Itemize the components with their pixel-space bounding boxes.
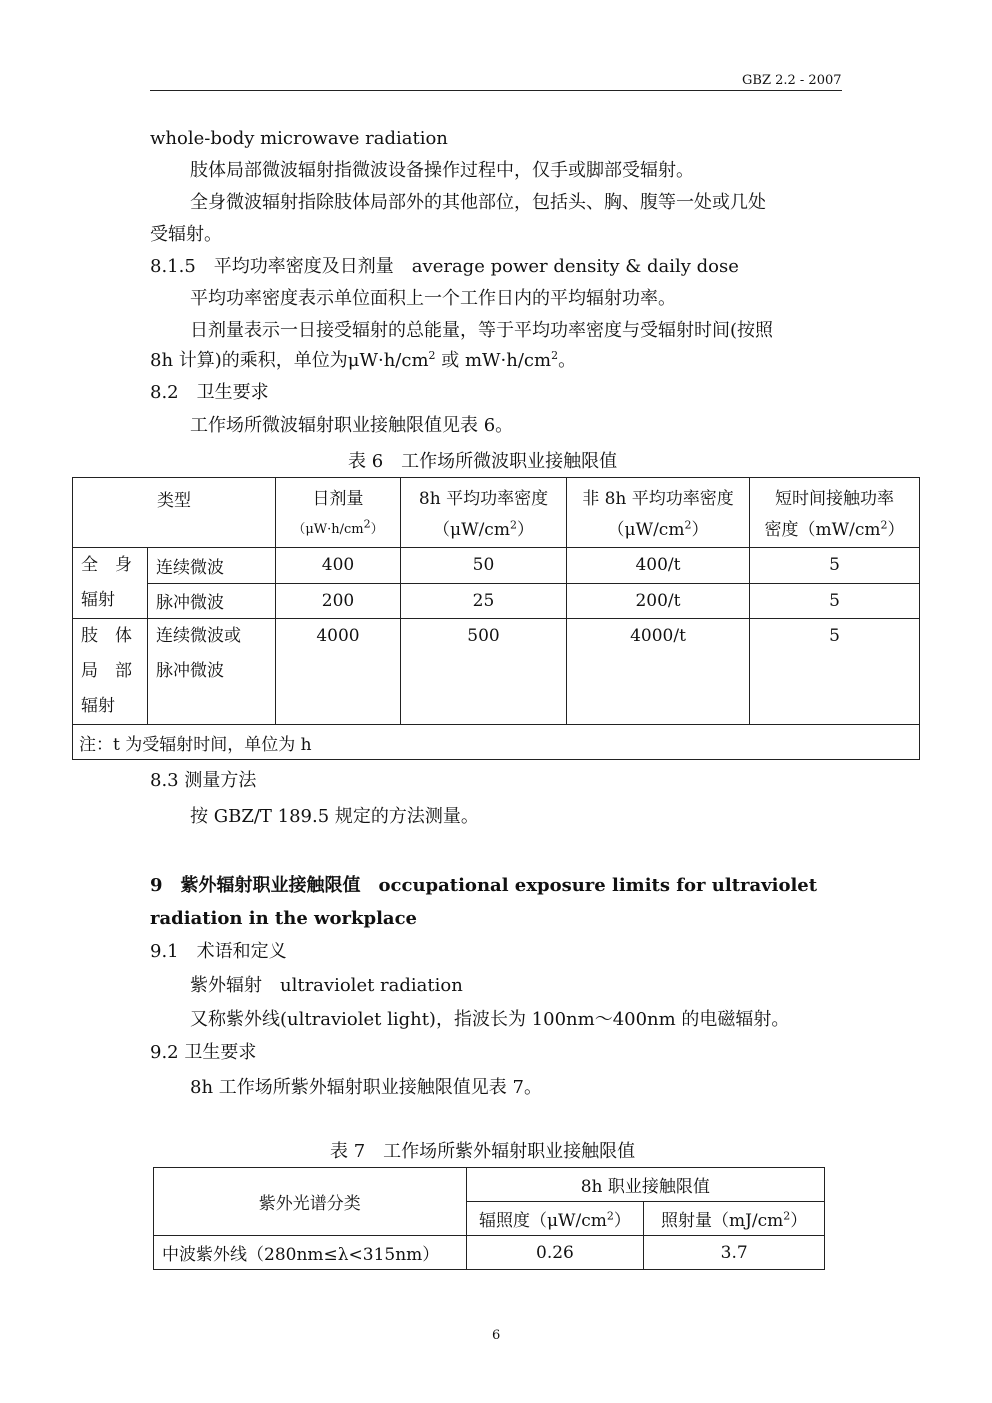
superscript: 2 — [880, 517, 888, 531]
cell: 4000/t — [567, 619, 750, 725]
col-header-non-8h-power — [567, 478, 750, 548]
text-segment: ） — [887, 519, 905, 540]
cell: 5 — [750, 583, 920, 619]
text-segment: 密度（mW/cm — [764, 519, 881, 540]
paragraph-line: 工作场所微波辐射职业接触限值见表 6。 — [190, 415, 514, 436]
group-limb-local — [73, 619, 148, 725]
text-segment: ） — [790, 1211, 808, 1231]
row-name — [148, 619, 276, 725]
section-heading-9-1: 9.1 术语和定义 — [150, 941, 287, 962]
row-name: 中波紫外线（280nm≤λ<315nm） — [154, 1236, 467, 1270]
col-header-8h-power — [401, 478, 567, 548]
table6-note: 注：t 为受辐射时间，单位为 h — [73, 725, 920, 760]
paragraph-line: 受辐射。 — [150, 224, 222, 245]
paragraph-line: 紫外辐射 ultraviolet radiation — [190, 975, 463, 996]
col-header-unit — [401, 516, 566, 544]
text-segment: （μW/cm — [607, 519, 685, 540]
col-header-line: 非 8h 平均功率密度 — [582, 488, 734, 509]
col-header-type: 类型 — [73, 478, 276, 548]
cell: 200/t — [567, 583, 750, 619]
superscript: 2 — [551, 349, 559, 362]
cell: 4000 — [276, 619, 401, 725]
text-segment: 8h 计算)的乘积，单位为μW·h/cm — [150, 350, 429, 371]
col-header-8h-limit: 8h 职业接触限值 — [466, 1168, 824, 1202]
paragraph-line — [150, 350, 576, 372]
paragraph-line: 全身微波辐射指除肢体局部外的其他部位，包括头、胸、腹等一处或几处 — [190, 192, 766, 213]
row-name-line: 连续微波或 — [156, 626, 241, 646]
group-label-line: 肢 体 — [81, 626, 132, 646]
text-segment: 。 — [558, 350, 577, 371]
cell: 0.26 — [466, 1236, 644, 1270]
section-heading-8-2: 8.2 卫生要求 — [150, 382, 269, 403]
paragraph-line: 平均功率密度表示单位面积上一个工作日内的平均辐射功率。 — [190, 288, 676, 309]
paragraph-line: 按 GBZ/T 189.5 规定的方法测量。 — [190, 806, 479, 827]
paragraph-line: 又称紫外线(ultraviolet light)，指波长为 100nm～400nm 的电磁辐射。 — [190, 1009, 790, 1030]
col-header-exposure — [644, 1202, 825, 1236]
paragraph-line: 8h 工作场所紫外辐射职业接触限值见表 7。 — [190, 1077, 542, 1098]
superscript: 2 — [783, 1209, 791, 1223]
text-segment: 辐照度（μW/cm — [478, 1211, 607, 1231]
text-segment: （μW·h/cm — [292, 521, 364, 537]
row-name: 脉冲微波 — [148, 583, 276, 619]
table7 — [153, 1167, 825, 1270]
table6 — [72, 477, 920, 760]
col-header-uv-type: 紫外光谱分类 — [154, 1168, 467, 1236]
paragraph-line: 日剂量表示一日接受辐射的总能量，等于平均功率密度与受辐射时间(按照 — [190, 320, 774, 341]
section-heading-9-2: 9.2 卫生要求 — [150, 1042, 257, 1063]
group-whole-body — [73, 548, 148, 619]
header-rule — [150, 90, 842, 91]
col-header-unit — [750, 516, 919, 544]
cell: 50 — [401, 548, 567, 584]
text-segment: （μW/cm — [433, 519, 510, 540]
col-header-irradiance — [466, 1202, 644, 1236]
text-segment: ） — [370, 521, 384, 537]
col-header-unit — [567, 516, 749, 544]
text-segment: ） — [516, 519, 534, 540]
cell: 400/t — [567, 548, 750, 584]
superscript: 2 — [606, 1209, 614, 1223]
col-header-unit — [276, 516, 400, 544]
cell: 500 — [401, 619, 567, 725]
row-name: 连续微波 — [148, 548, 276, 584]
superscript: 2 — [509, 517, 517, 531]
text-segment: ） — [613, 1211, 631, 1231]
col-header-short-term — [750, 478, 920, 548]
col-header-line: 8h 平均功率密度 — [418, 488, 549, 509]
cell: 3.7 — [644, 1236, 825, 1270]
section-heading-8-3: 8.3 测量方法 — [150, 770, 257, 791]
section-heading-9-cont: radiation in the workplace — [150, 908, 418, 929]
section-heading-8-1-5: 8.1.5 平均功率密度及日剂量 average power density & daily dose — [150, 256, 739, 277]
row-name-line: 脉冲微波 — [156, 661, 224, 681]
text-segment: ） — [691, 519, 709, 540]
superscript: 2 — [363, 517, 371, 531]
text-segment: 或 mW·h/cm — [435, 350, 552, 371]
table7-caption: 表 7 工作场所紫外辐射职业接触限值 — [330, 1141, 636, 1162]
table6-caption: 表 6 工作场所微波职业接触限值 — [348, 451, 618, 472]
text-segment: 照射量（mJ/cm — [660, 1211, 784, 1231]
superscript: 2 — [428, 349, 436, 362]
group-label-line: 辐射 — [81, 696, 115, 716]
cell: 200 — [276, 583, 401, 619]
col-header-line: 短时间接触功率 — [775, 488, 894, 509]
cell: 400 — [276, 548, 401, 584]
paragraph-line: 肢体局部微波辐射指微波设备操作过程中，仅手或脚部受辐射。 — [190, 160, 694, 181]
group-label-line: 全 身 — [81, 555, 132, 575]
section-heading-9: 9 紫外辐射职业接触限值 occupational exposure limits for ultraviolet — [150, 875, 818, 896]
page-number: 6 — [492, 1328, 501, 1343]
group-label-line: 局 部 — [81, 661, 132, 681]
paragraph-line: whole-body microwave radiation — [150, 128, 448, 149]
group-label-line: 辐射 — [81, 590, 115, 610]
col-header-daily-dose — [276, 478, 401, 548]
cell: 5 — [750, 548, 920, 584]
document-code: GBZ 2.2 - 2007 — [742, 73, 842, 88]
cell: 5 — [750, 619, 920, 725]
superscript: 2 — [684, 517, 692, 531]
cell: 25 — [401, 583, 567, 619]
col-header-line: 日剂量 — [312, 488, 364, 509]
